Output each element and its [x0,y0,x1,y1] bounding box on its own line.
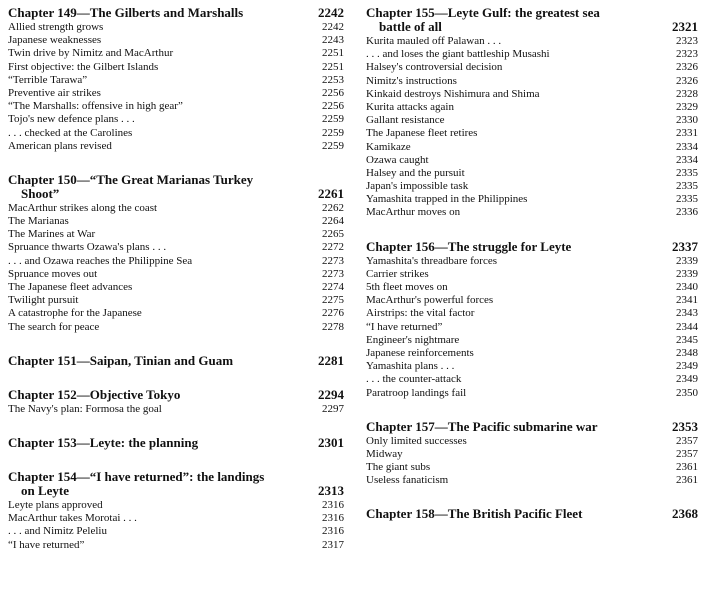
chapter-156 [366,240,698,400]
toc-entry [366,75,698,88]
toc-entry [366,127,698,140]
chapter-title: Chapter 157—The Pacific submarine war [366,418,598,434]
chapter-heading [8,6,344,20]
chapter-title-line-2: on Leyte [21,482,70,498]
chapter-heading [8,173,344,201]
entry-title: “The Marshalls: offensive in high gear” [8,100,183,113]
entry-title: Twilight pursuit [8,294,79,307]
entry-title: Leyte plans approved [8,498,103,511]
entry-title: Gallant resistance [366,114,445,127]
entry-title: Japanese weaknesses [8,34,102,47]
chapter-title-line-2: battle of all [379,19,442,34]
chapter-title: Chapter 149—The Gilberts and Marshalls [8,5,244,20]
entry-title: Kurita mauled off Palawan . . . [366,35,502,47]
toc-entry [366,321,698,334]
entry-title: “I have returned” [8,538,85,551]
entry-title: The Navy's plan: Formosa the goal [8,402,162,415]
entry-page: 2273 [322,254,344,267]
toc-entry [8,539,344,552]
toc-entry [366,193,698,206]
chapter-page: 2321 [672,19,698,34]
toc-left-column [8,6,344,572]
chapter-heading [8,354,344,368]
entry-title: “Terrible Tarawa” [8,73,88,86]
toc-entry [366,387,698,400]
entry-page: 2357 [676,447,698,460]
entry-page: 2336 [676,206,698,219]
entry-title: . . . checked at the Carolines [8,126,133,139]
entry-page: 2349 [676,373,698,386]
toc-entry [8,100,344,113]
chapter-heading [366,507,698,521]
chapter-page: 2313 [318,482,344,498]
toc-entry [366,180,698,193]
entry-title: The Marines at War [8,228,96,241]
entry-page: 2264 [322,215,344,228]
toc-entry [366,268,698,281]
entry-page: 2326 [676,74,698,87]
chapter-153 [8,436,344,450]
toc-entry [8,202,344,215]
entry-title: Paratroop landings fail [366,386,467,399]
toc-entry [8,74,344,87]
entry-title: A catastrophe for the Japanese [8,307,142,320]
chapter-page: 2294 [318,386,344,402]
chapter-158 [366,507,698,521]
entry-page: 2334 [676,140,698,153]
toc-entry [8,47,344,60]
entry-page: 2343 [676,307,698,320]
toc-entry [366,281,698,294]
entry-page: 2361 [676,461,698,474]
entry-page: 2297 [322,402,344,415]
chapter-heading [366,420,698,434]
entry-page: 2259 [322,113,344,126]
toc-entry [366,206,698,219]
entry-page: 2316 [322,525,344,538]
toc-entry [8,255,344,268]
entry-page: 2348 [676,346,698,359]
entry-page: 2273 [322,267,344,280]
entry-title: MacArthur's powerful forces [366,294,494,307]
entry-page: 2262 [322,201,344,214]
chapter-title: Chapter 152—Objective Tokyo [8,386,181,402]
toc-entry [366,114,698,127]
entry-page: 2340 [676,281,698,293]
entry-title: . . . and loses the giant battleship Musashi [366,48,550,61]
chapter-page: 2301 [318,434,344,450]
entry-title: Preventive air strikes [8,86,101,99]
entry-page: 2274 [322,281,344,293]
entry-title: The giant subs [366,461,431,474]
chapter-title-line-2: Shoot” [21,185,60,201]
entry-title: Engineer's nightmare [366,333,460,346]
chapter-title [366,6,672,34]
entry-title: MacArthur takes Morotai . . . [8,512,137,525]
entry-page: 2350 [676,386,698,399]
entry-page: 2323 [676,35,698,47]
entry-title: First objective: the Gilbert Islands [8,60,159,73]
toc-entry [8,215,344,228]
chapter-page: 2242 [318,5,344,20]
toc-entry [366,167,698,180]
entry-title: Useless fanaticism [366,474,449,487]
entry-page: 2335 [676,166,698,179]
entry-page: 2275 [322,294,344,307]
entry-page: 2328 [676,87,698,100]
entry-title: MacArthur moves on [366,206,461,219]
toc-entry [8,61,344,74]
toc-entry [366,35,698,48]
entry-page: 2361 [676,474,698,487]
entry-title: Tojo's new defence plans . . . [8,113,135,126]
entry-title: The Marianas [8,215,69,228]
entry-page: 2278 [322,320,344,333]
toc-entry [366,334,698,347]
entry-page: 2339 [676,267,698,280]
toc-entry [8,87,344,100]
entry-page: 2329 [676,100,698,113]
entry-page: 2335 [676,180,698,193]
chapter-title: Chapter 158—The British Pacific Fleet [366,506,583,522]
entry-page: 2242 [322,21,344,33]
toc-entry [8,228,344,241]
entry-title: Allied strength grows [8,21,104,33]
toc-entry [366,461,698,474]
entry-page: 2316 [322,512,344,525]
chapter-heading [8,388,344,402]
entry-title: Japan's impossible task [366,180,469,193]
entry-title: The Japanese fleet advances [8,281,133,293]
entry-title: Yamashita plans . . . [366,360,455,373]
chapter-title-line-1: Chapter 154—“I have returned”: the landings [8,468,265,484]
entry-page: 2251 [322,60,344,73]
entry-page: 2251 [322,47,344,60]
entry-title: Halsey's controversial decision [366,61,503,74]
entry-title: Carrier strikes [366,267,429,280]
toc-entry [8,113,344,126]
entry-title: The Japanese fleet retires [366,127,478,140]
entry-page: 2243 [322,34,344,47]
entry-page: 2330 [676,114,698,127]
chapter-heading [366,6,698,34]
toc-entry [8,34,344,47]
chapter-heading [366,240,698,254]
entry-page: 2339 [676,254,698,267]
entry-page: 2349 [676,360,698,373]
entry-page: 2357 [676,434,698,447]
toc-entry [8,499,344,512]
toc-entry [366,373,698,386]
entry-page: 2316 [322,498,344,511]
toc-entry [366,88,698,101]
entry-title: American plans revised [8,139,112,152]
toc-entry [366,141,698,154]
entry-title: . . . and Nimitz Peleliu [8,525,107,538]
chapter-157 [366,420,698,488]
entry-page: 2272 [322,241,344,254]
entry-page: 2259 [322,126,344,139]
toc-entry [8,403,344,416]
chapter-title: Chapter 153—Leyte: the planning [8,434,199,450]
chapter-title-line-1: Chapter 150—“The Great Marianas Turkey [8,171,254,187]
chapter-152 [8,388,344,416]
entry-title: Twin drive by Nimitz and MacArthur [8,47,174,60]
toc-entry [366,48,698,61]
entry-title: Kamikaze [366,140,411,153]
entry-page: 2341 [676,294,698,307]
entry-page: 2344 [676,320,698,333]
entry-page: 2326 [676,61,698,74]
toc-entry [366,360,698,373]
entry-title: . . . the counter-attack [366,373,462,386]
toc-entry [366,154,698,167]
entry-title: Yamashita's threadbare forces [366,254,497,267]
toc-right-column [366,6,698,541]
entry-title: Halsey and the pursuit [366,166,465,179]
entry-title: Spruance thwarts Ozawa's plans . . . [8,241,167,254]
entry-page: 2256 [322,86,344,99]
toc-entry [366,61,698,74]
chapter-heading [8,436,344,450]
chapter-page: 2368 [672,506,698,522]
entry-page: 2265 [322,228,344,241]
toc-entry [8,241,344,254]
toc-entry [366,435,698,448]
toc-entry [366,255,698,268]
toc-entry [8,294,344,307]
chapter-150 [8,173,344,334]
entry-title: . . . and Ozawa reaches the Philippine Sea [8,254,193,267]
entry-title: Midway [366,447,403,460]
toc-entry [366,101,698,114]
entry-title: Spruance moves out [8,267,98,280]
entry-page: 2259 [322,139,344,152]
entry-title: Airstrips: the vital factor [366,307,475,320]
entry-page: 2253 [322,73,344,86]
entry-page: 2335 [676,193,698,206]
entry-title: Yamashita trapped in the Philippines [366,193,528,206]
toc-entry [8,140,344,153]
chapter-title [8,173,318,201]
entry-title: Kinkaid destroys Nishimura and Shima [366,87,540,100]
entry-page: 2331 [676,127,698,140]
entry-page: 2323 [676,48,698,61]
toc-entry [8,321,344,334]
toc-entry [8,281,344,294]
chapter-title: Chapter 156—The struggle for Leyte [366,238,572,254]
toc-entry [8,525,344,538]
entry-page: 2256 [322,100,344,113]
chapter-page: 2353 [672,418,698,434]
chapter-154 [8,470,344,552]
toc-entry [366,347,698,360]
entry-title: “I have returned” [366,320,443,333]
entry-title: Nimitz's instructions [366,74,457,87]
entry-title: 5th fleet moves on [366,281,448,293]
toc-entry [366,307,698,320]
chapter-page: 2281 [318,352,344,368]
toc-entry [366,474,698,487]
toc-entry [366,448,698,461]
toc-entry [366,294,698,307]
entry-title: Ozawa caught [366,153,429,166]
toc-entry [8,307,344,320]
chapter-155 [366,6,698,220]
entry-title: The search for peace [8,320,100,333]
toc-entry [8,21,344,34]
chapter-title-line-1: Chapter 155—Leyte Gulf: the greatest sea [366,5,600,20]
entry-page: 2276 [322,307,344,320]
entry-page: 2345 [676,333,698,346]
entry-page: 2317 [322,538,344,551]
chapter-title: Chapter 151—Saipan, Tinian and Guam [8,352,234,368]
entry-title: Kurita attacks again [366,100,454,113]
toc-entry [8,512,344,525]
chapter-page: 2337 [672,238,698,254]
chapter-151 [8,354,344,368]
chapter-page: 2261 [318,185,344,201]
toc-entry [8,127,344,140]
chapter-149 [8,6,344,153]
entry-title: Only limited successes [366,434,467,447]
chapter-title [8,470,318,498]
entry-title: Japanese reinforcements [366,346,474,359]
toc-entry [8,268,344,281]
chapter-heading [8,470,344,498]
entry-page: 2334 [676,153,698,166]
entry-title: MacArthur strikes along the coast [8,201,158,214]
